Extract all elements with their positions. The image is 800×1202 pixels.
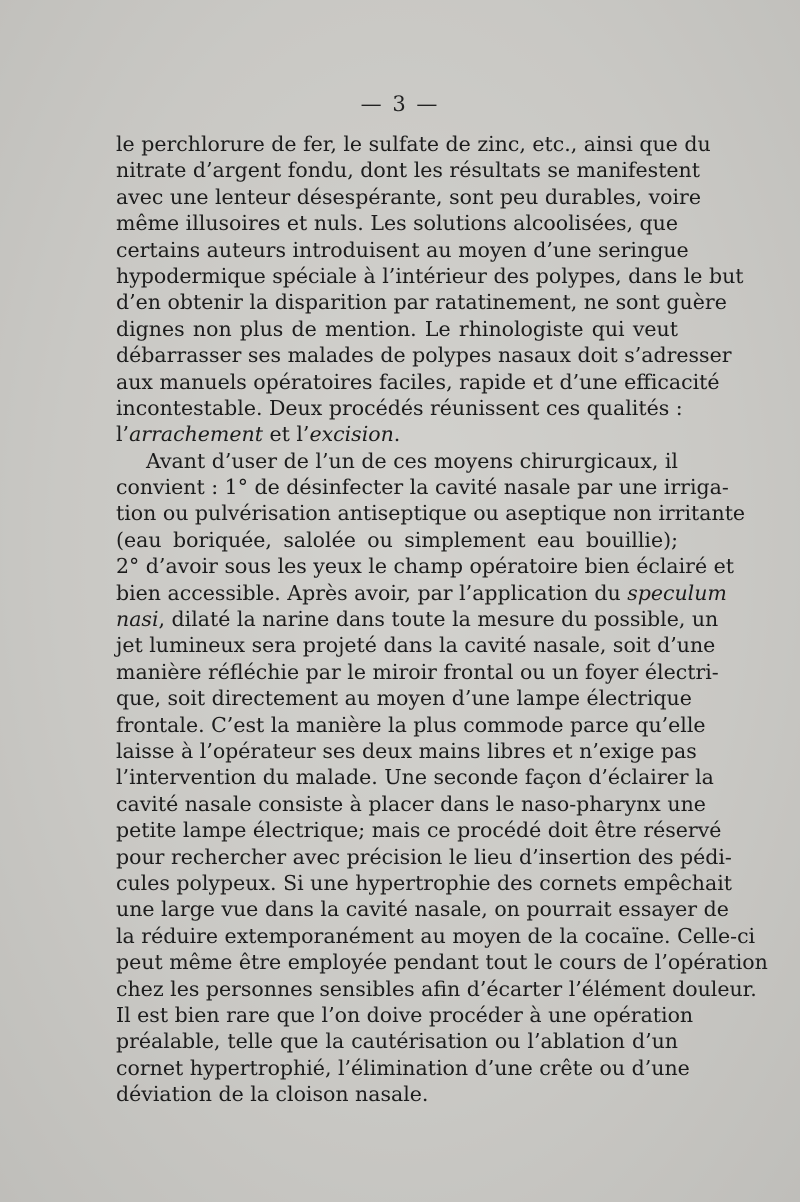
text-run: incontestable. Deux procédés réunissent ces qualités :: [116, 395, 683, 420]
text-line: [116, 844, 732, 870]
text-run: cavité nasale consiste à placer dans le naso-pharynx une: [116, 791, 706, 816]
text-line: [116, 369, 720, 395]
text-run: peut même être employée pendant tout le cours de l’opération: [116, 950, 768, 975]
text-run: l’intervention du malade. Une seconde façon d’éclairer la: [116, 765, 714, 790]
text-line: [116, 500, 746, 526]
text-run: chez les personnes sensibles afin d’écarter l’élément douleur.: [116, 976, 757, 1001]
italic-text: nasi: [116, 607, 159, 632]
text-run: aux manuels opératoires faciles, rapide et d’une efficacité: [116, 369, 720, 394]
italic-text: arrachement: [129, 422, 263, 447]
text-line: [116, 421, 678, 447]
italic-text: speculum: [627, 580, 727, 605]
text-line: [116, 1081, 678, 1107]
text-line: [116, 764, 714, 790]
text-line: [116, 157, 700, 183]
paragraph: [116, 448, 768, 1108]
text-line: [116, 923, 756, 949]
text-line: [116, 791, 706, 817]
text-run: cornet hypertrophié, l’élimination d’une crête ou d’une: [116, 1055, 690, 1080]
text-line: [116, 263, 744, 289]
text-run: la réduire extemporanément au moyen de la cocaïne. Celle-ci: [116, 923, 756, 948]
text-line: [116, 553, 734, 579]
text-run: , dilaté la narine dans toute la mesure du possible, un: [158, 607, 719, 632]
text-run: (eau boriquée, salolée ou simplement eau bouillie);: [116, 527, 678, 552]
text-run: et l’: [262, 422, 310, 447]
text-run: convient : 1° de désinfecter la cavité nasale par une irriga-: [116, 475, 729, 500]
text-run: déviation de la cloison nasale.: [116, 1082, 429, 1107]
text-line: [116, 606, 719, 632]
text-run: nitrate d’argent fondu, dont les résultats se manifestent: [116, 158, 700, 183]
text-line: [116, 1002, 694, 1028]
text-line: [116, 316, 678, 342]
text-line: [116, 712, 706, 738]
text-run: débarrasser ses malades de polypes nasaux doit s’adresser: [116, 343, 732, 368]
text-run: même illusoires et nuls. Les solutions alcoolisées, que: [116, 211, 678, 236]
text-line: [116, 184, 701, 210]
text-run: manière réfléchie par le miroir frontal ou un foyer électri-: [116, 659, 719, 684]
paragraph: [116, 131, 744, 448]
text-run: d’en obtenir la disparition par ratatinement, ne sont guère: [116, 290, 727, 315]
text-line: [116, 659, 719, 685]
text-run: tion ou pulvérisation antiseptique ou aseptique non irritante: [116, 501, 746, 526]
text-run: 2° d’avoir sous les yeux le champ opératoire bien éclairé et: [116, 554, 734, 579]
text-run: laisse à l’opérateur ses deux mains libres et n’exige pas: [116, 738, 697, 763]
text-line: [116, 527, 678, 553]
text-run: .: [393, 422, 401, 447]
text-line: [116, 237, 689, 263]
text-run: pour rechercher avec précision le lieu d’insertion des pédi-: [116, 844, 732, 869]
text-line: [116, 976, 757, 1002]
text-run: frontale. C’est la manière la plus commode parce qu’elle: [116, 712, 706, 737]
text-line: [116, 395, 683, 421]
text-run: une large vue dans la cavité nasale, on pourrait essayer de: [116, 897, 729, 922]
text-line: [116, 210, 678, 236]
italic-text: excision: [309, 422, 394, 447]
text-line: [116, 448, 678, 474]
text-run: Il est bien rare que l’on doive procéder à une opération: [116, 1002, 694, 1027]
text-run: dignes non plus de mention. Le rhinologiste qui veut: [116, 316, 678, 341]
text-run: certains auteurs introduisent au moyen d’une seringue: [116, 237, 689, 262]
text-line: [116, 896, 729, 922]
text-line: [116, 474, 729, 500]
text-run: le perchlorure de fer, le sulfate de zinc, etc., ainsi que du: [116, 132, 711, 156]
text-run: hypodermique spéciale à l’intérieur des polypes, dans le but: [116, 263, 744, 288]
text-line: [116, 817, 722, 843]
page-number: — 3 —: [360, 92, 440, 116]
text-run: cules polypeux. Si une hypertrophie des cornets empêchait: [116, 870, 733, 895]
text-line: [116, 632, 716, 658]
text-run: petite lampe électrique; mais ce procédé doit être réservé: [116, 818, 722, 843]
text-run: que, soit directement au moyen d’une lampe électrique: [116, 686, 692, 711]
text-line: [116, 580, 727, 606]
text-line: [116, 289, 727, 315]
text-line: [116, 738, 697, 764]
text-line: [116, 685, 692, 711]
text-line: [116, 131, 711, 157]
text-line: [116, 1028, 678, 1054]
text-line: [116, 870, 733, 896]
text-line: [116, 342, 732, 368]
text-run: préalable, telle que la cautérisation ou l’ablation d’un: [116, 1029, 678, 1054]
text-run: bien accessible. Après avoir, par l’application du: [116, 580, 628, 605]
text-run: l’: [116, 422, 130, 447]
body-text: [116, 131, 768, 1107]
text-line: [116, 1055, 690, 1081]
text-line: [116, 949, 768, 975]
text-run: avec une lenteur désespérante, sont peu durables, voire: [116, 184, 701, 209]
text-run: Avant d’user de l’un de ces moyens chirurgicaux, il: [146, 448, 678, 473]
text-run: jet lumineux sera projeté dans la cavité nasale, soit d’une: [116, 633, 716, 658]
